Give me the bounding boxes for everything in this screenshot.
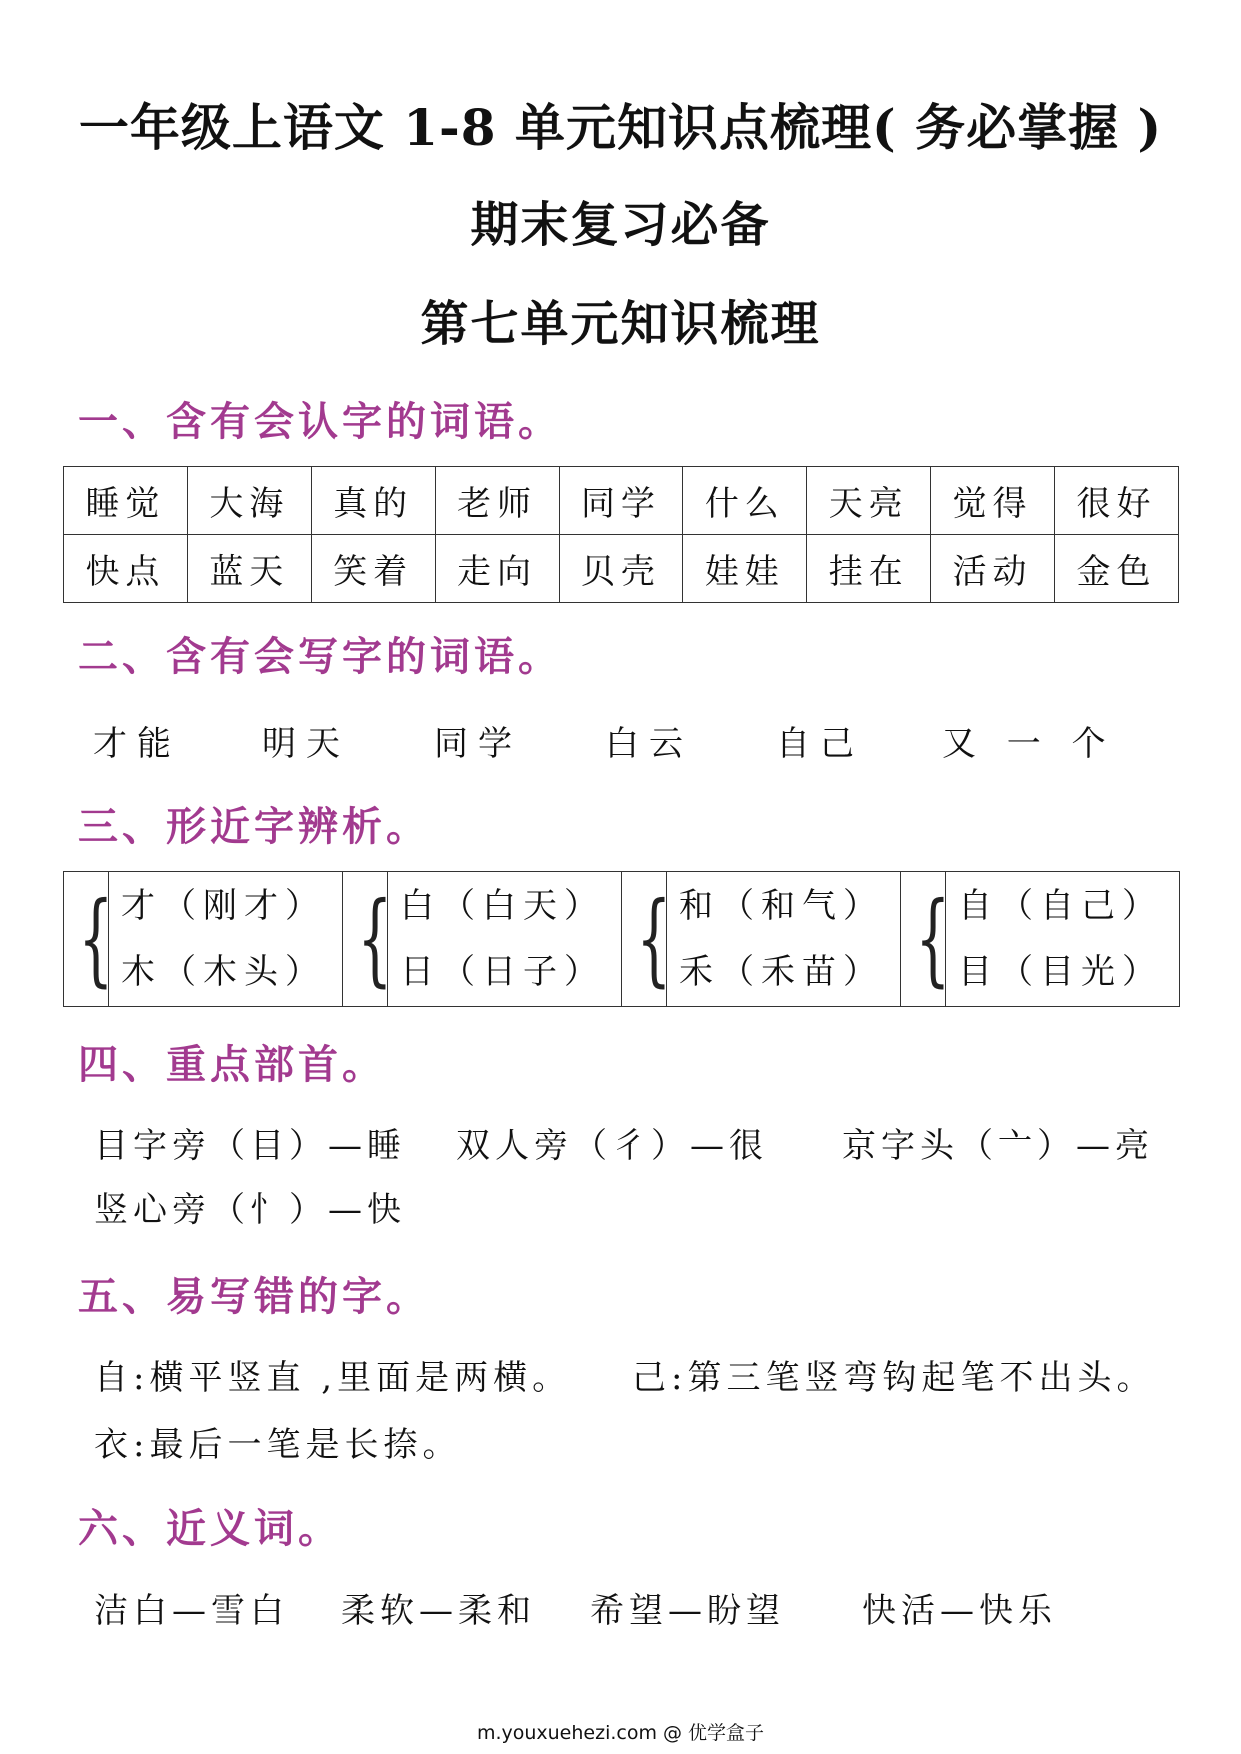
pair-line: 禾（禾苗） (679, 952, 884, 992)
pair-cell (109, 872, 343, 1007)
write-word: 又 一 个 (942, 724, 1116, 764)
word-cell: 很好 (1055, 467, 1179, 535)
word-cell: 贝壳 (559, 535, 683, 603)
radical-item: 京字头（亠）—亮 (842, 1126, 1154, 1166)
write-word: 自己 (776, 724, 864, 764)
pair-line: 才（刚才） (121, 886, 326, 926)
radical-item: 竖心旁（忄）—快 (94, 1190, 406, 1230)
write-word: 同学 (434, 724, 522, 764)
brace-icon: { (78, 880, 114, 997)
pair-line: 目（目光） (958, 952, 1163, 992)
section-heading-similar: 三、形近字辨析。 (78, 803, 430, 850)
word-cell: 蓝天 (187, 535, 311, 603)
synonym-pair: 洁白—雪白 (94, 1591, 289, 1631)
write-word: 才能 (93, 724, 181, 764)
section-heading-write: 二、含有会写字的词语。 (78, 633, 562, 680)
pair-line: 自（自己） (958, 886, 1163, 926)
synonym-pair: 希望—盼望 (590, 1591, 785, 1631)
word-cell: 活动 (931, 535, 1055, 603)
word-cell: 同学 (559, 467, 683, 535)
table-row (64, 467, 1179, 535)
brace-cell (343, 872, 393, 1007)
table-row (64, 535, 1179, 603)
section-heading-mistakes: 五、易写错的字。 (78, 1273, 430, 1320)
mistake-note: 己:第三笔竖弯钩起笔不出头。 (632, 1358, 1156, 1398)
pair-line: 白（白天） (400, 886, 605, 926)
footer-watermark: m.youxuehezi.com @ 优学盒子 (476, 1722, 765, 1744)
word-cell: 金色 (1055, 535, 1179, 603)
synonym-pair: 快活—快乐 (862, 1591, 1057, 1631)
word-cell: 大海 (187, 467, 311, 535)
brace-cell (622, 872, 672, 1007)
similar-chars-table (63, 871, 1180, 1007)
brace-icon: { (636, 880, 672, 997)
word-cell: 挂在 (807, 535, 931, 603)
word-cell: 什么 (683, 467, 807, 535)
mistake-note: 衣:最后一笔是长捺。 (94, 1425, 462, 1465)
radical-item: 双人旁（彳）—很 (456, 1126, 768, 1166)
page-subtitle: 期末复习必备 (470, 197, 771, 253)
brace-icon: { (915, 880, 951, 997)
word-cell: 老师 (435, 467, 559, 535)
recognize-words-table (63, 466, 1179, 603)
section-heading-synonyms: 六、近义词。 (78, 1505, 342, 1552)
pair-line: 和（和气） (679, 886, 884, 926)
brace-cell (64, 872, 114, 1007)
brace-icon: { (357, 880, 393, 997)
word-cell: 娃娃 (683, 535, 807, 603)
brace-cell (901, 872, 951, 1007)
pair-line: 日（日子） (400, 952, 605, 992)
word-cell: 快点 (64, 535, 188, 603)
mistake-note: 自:横平竖直 ,里面是两横。 (94, 1358, 572, 1398)
word-cell: 天亮 (807, 467, 931, 535)
word-cell: 真的 (311, 467, 435, 535)
word-cell: 笑着 (311, 535, 435, 603)
write-word: 明天 (262, 724, 350, 764)
table-row (64, 872, 1180, 1007)
section-heading-radicals: 四、重点部首。 (78, 1041, 386, 1088)
radical-item: 目字旁（目）—睡 (94, 1126, 406, 1166)
synonym-pair: 柔软—柔和 (341, 1591, 536, 1631)
page-title: 一年级上语文 1-8 单元知识点梳理( 务必掌握 ) (78, 98, 1163, 157)
word-cell: 走向 (435, 535, 559, 603)
word-cell: 觉得 (931, 467, 1055, 535)
unit-title: 第七单元知识梳理 (420, 296, 821, 352)
pair-cell (388, 872, 622, 1007)
pair-line: 木（木头） (121, 952, 326, 992)
word-cell: 睡觉 (64, 467, 188, 535)
write-word: 白云 (605, 724, 693, 764)
pair-cell (667, 872, 901, 1007)
pair-cell (946, 872, 1180, 1007)
section-heading-recognize: 一、含有会认字的词语。 (78, 398, 562, 445)
